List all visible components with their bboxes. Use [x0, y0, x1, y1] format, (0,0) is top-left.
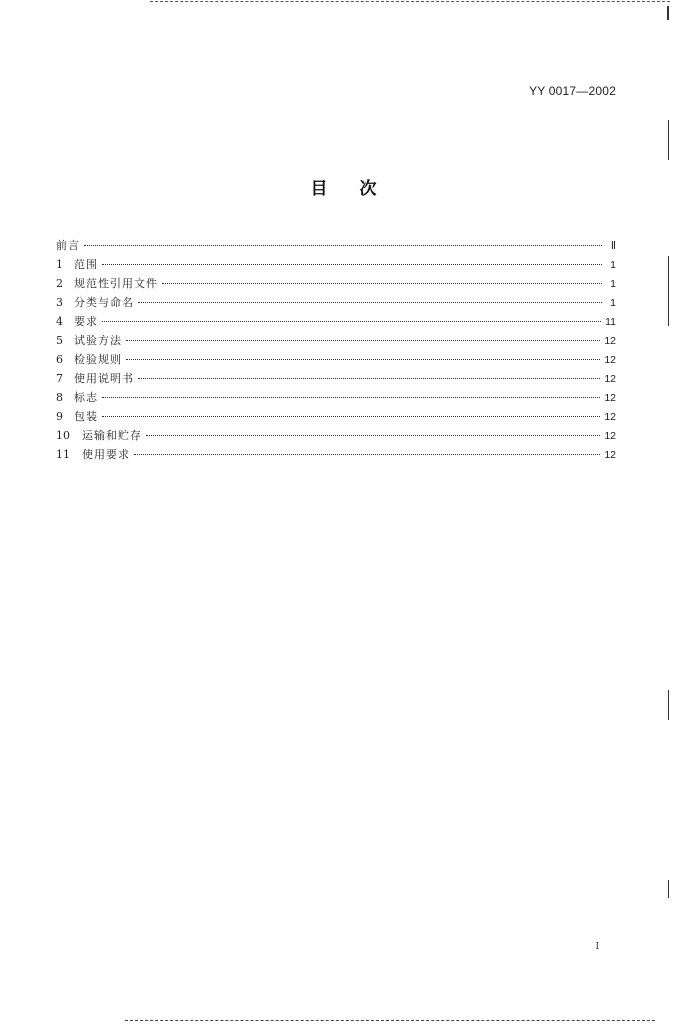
dot-leader [126, 340, 600, 341]
toc-entry-1[interactable] [56, 255, 616, 274]
dot-leader [84, 245, 602, 246]
dot-leader [162, 283, 602, 284]
toc-entry-label: 标志 [74, 391, 98, 404]
toc-entry-page: 12 [604, 430, 616, 442]
toc-entry-page: 12 [604, 354, 616, 366]
toc-entry-2[interactable] [56, 274, 616, 293]
toc-entry-number: 5 [56, 334, 63, 347]
scan-top-rule [150, 1, 670, 3]
toc-entry-number: 7 [56, 372, 63, 385]
dot-leader [102, 321, 601, 322]
toc-entry-page: 1 [610, 297, 616, 309]
toc-entry-foreword[interactable] [56, 236, 616, 255]
toc-entry-page: 12 [604, 335, 616, 347]
dot-leader [102, 397, 600, 398]
toc-entry-page: 12 [604, 373, 616, 385]
toc-entry-label: 检验规则 [74, 353, 122, 366]
toc-entry-label: 包装 [74, 410, 98, 423]
toc-entry-number: 3 [56, 296, 63, 309]
dot-leader [102, 416, 600, 417]
scan-edge-mark [668, 256, 669, 326]
toc-title: 目次 [310, 179, 409, 199]
toc-entry-label: 运输和贮存 [82, 429, 142, 442]
toc-entry-page: 11 [605, 316, 616, 328]
toc-entry-number: 6 [56, 353, 63, 366]
toc-entry-page: 12 [604, 449, 616, 461]
toc-list [56, 236, 616, 464]
toc-entry-page: 1 [610, 278, 616, 290]
scan-edge-mark [668, 120, 669, 160]
dot-leader [146, 435, 600, 436]
toc-entry-page: 12 [604, 392, 616, 404]
toc-entry-number: 11 [56, 448, 70, 461]
toc-entry-label: 使用说明书 [74, 372, 134, 385]
toc-entry-label: 使用要求 [82, 448, 130, 461]
toc-entry-7[interactable] [56, 369, 616, 388]
dot-leader [138, 378, 600, 379]
toc-entry-number: 2 [56, 277, 63, 290]
toc-entry-label: 分类与命名 [74, 296, 134, 309]
toc-entry-label: 前言 [56, 239, 80, 252]
toc-entry-11[interactable] [56, 445, 616, 464]
standard-code: YY 0017—2002 [529, 84, 616, 98]
toc-entry-9[interactable] [56, 407, 616, 426]
toc-entry-label: 范围 [74, 258, 98, 271]
toc-entry-number: 9 [56, 410, 63, 423]
dot-leader [126, 359, 600, 360]
toc-entry-page: Ⅱ [610, 240, 616, 252]
toc-entry-label: 规范性引用文件 [74, 277, 158, 290]
dot-leader [102, 264, 602, 265]
toc-entry-label: 要求 [74, 315, 98, 328]
toc-entry-page: 12 [604, 411, 616, 423]
toc-entry-5[interactable] [56, 331, 616, 350]
toc-entry-6[interactable] [56, 350, 616, 369]
toc-entry-label: 试验方法 [74, 334, 122, 347]
toc-entry-4[interactable] [56, 312, 616, 331]
scan-edge-mark [668, 690, 669, 720]
page-number: I [595, 942, 599, 952]
toc-entry-10[interactable] [56, 426, 616, 445]
dot-leader [138, 302, 602, 303]
toc-entry-number: 1 [56, 258, 63, 271]
scan-bottom-rule [125, 1020, 655, 1022]
toc-entry-number: 10 [56, 429, 70, 442]
toc-entry-3[interactable] [56, 293, 616, 312]
toc-entry-number: 4 [56, 315, 63, 328]
toc-entry-8[interactable] [56, 388, 616, 407]
toc-entry-number: 8 [56, 391, 63, 404]
dot-leader [134, 454, 600, 455]
scan-edge-mark [668, 880, 669, 898]
toc-entry-page: 1 [610, 259, 616, 271]
scan-edge-mark [667, 6, 669, 20]
